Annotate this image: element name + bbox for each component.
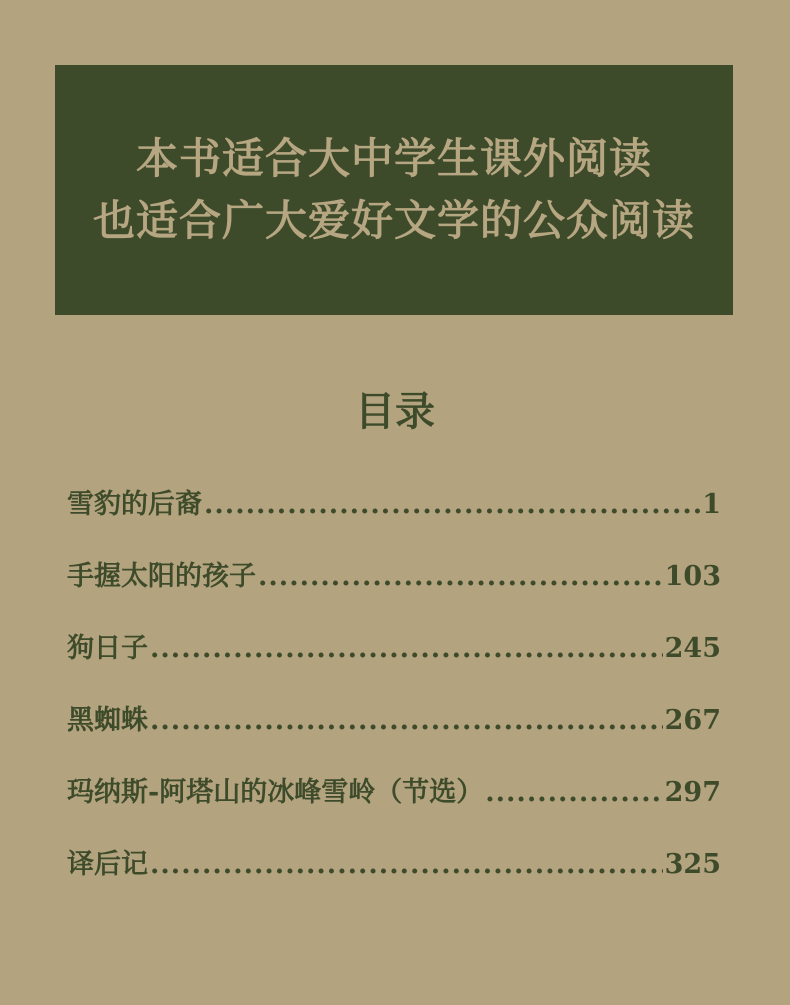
toc-entry-page: 325 [664, 849, 721, 880]
toc-entry-page: 103 [664, 561, 721, 592]
dot-leader [150, 694, 663, 748]
toc-entry [67, 694, 721, 766]
toc-entry [67, 550, 721, 622]
promo-banner [55, 65, 733, 315]
toc-entry-page: 267 [664, 705, 721, 736]
toc-entry-title: 手握太阳的孩子 [67, 561, 256, 592]
toc-entry-title: 雪豹的后裔 [67, 489, 202, 520]
toc-entry [67, 838, 721, 910]
toc-entry [67, 478, 721, 550]
toc-entry-title: 译后记 [67, 849, 148, 880]
dot-leader [258, 550, 663, 604]
toc-entry-title: 玛纳斯-阿塔山的冰峰雪岭（节选） [67, 777, 484, 808]
banner-line-2: 也适合广大爱好文学的公众阅读 [92, 196, 695, 245]
banner-line-1: 本书适合大中学生课外阅读 [135, 134, 652, 183]
dot-leader [150, 622, 663, 676]
toc-entry-page: 297 [664, 777, 721, 808]
toc-entry-title: 狗日子 [67, 633, 148, 664]
toc-entry-page: 1 [702, 489, 721, 520]
dot-leader [150, 838, 663, 892]
dot-leader [485, 766, 662, 820]
toc-entry [67, 766, 721, 838]
toc-entry [67, 622, 721, 694]
table-of-contents [67, 478, 721, 910]
dot-leader [204, 478, 700, 532]
toc-title: 目录 [355, 388, 435, 435]
toc-entry-page: 245 [664, 633, 721, 664]
toc-entry-title: 黑蜘蛛 [67, 705, 148, 736]
